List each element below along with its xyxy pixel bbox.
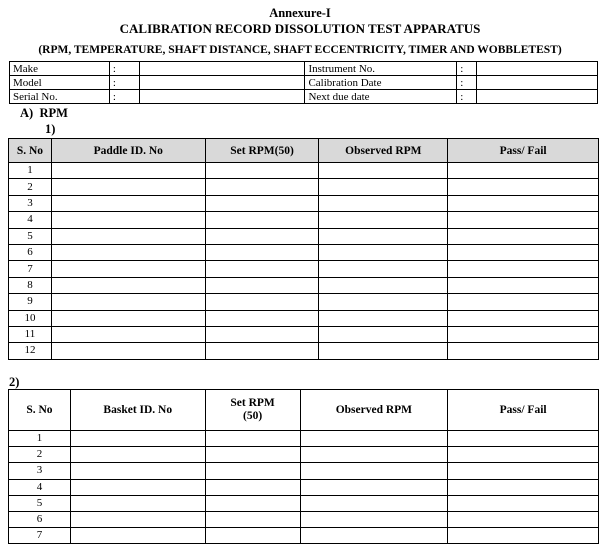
row-set-rpm-cell[interactable] bbox=[205, 511, 300, 527]
row-sno: 6 bbox=[9, 244, 52, 260]
row-set-rpm-cell[interactable] bbox=[205, 326, 319, 342]
row-observed-rpm-cell[interactable] bbox=[300, 511, 448, 527]
row-observed-rpm-cell[interactable] bbox=[319, 163, 448, 179]
row-id-cell[interactable] bbox=[51, 195, 205, 211]
row-pass-fail-cell[interactable] bbox=[448, 212, 599, 228]
row-observed-rpm-cell[interactable] bbox=[319, 343, 448, 359]
table-row bbox=[9, 244, 599, 260]
row-pass-fail-cell[interactable] bbox=[448, 343, 599, 359]
info-row bbox=[10, 76, 598, 90]
row-sno: 3 bbox=[9, 463, 71, 479]
row-id-cell[interactable] bbox=[51, 179, 205, 195]
row-sno: 7 bbox=[9, 528, 71, 544]
row-sno: 4 bbox=[9, 212, 52, 228]
row-set-rpm-cell[interactable] bbox=[205, 261, 319, 277]
row-set-rpm-cell[interactable] bbox=[205, 463, 300, 479]
row-observed-rpm-cell[interactable] bbox=[300, 495, 448, 511]
table2-number: 2) bbox=[9, 375, 20, 389]
colon: : bbox=[457, 90, 477, 104]
row-sno: 12 bbox=[9, 343, 52, 359]
col-header-pass-fail: Pass/ Fail bbox=[448, 139, 599, 163]
row-pass-fail-cell[interactable] bbox=[448, 277, 599, 293]
row-sno: 5 bbox=[9, 228, 52, 244]
next-due-date-value bbox=[477, 90, 598, 104]
table-row bbox=[9, 163, 599, 179]
row-observed-rpm-cell[interactable] bbox=[300, 479, 448, 495]
row-set-rpm-cell[interactable] bbox=[205, 528, 300, 544]
make-label: Make bbox=[10, 62, 110, 76]
row-id-cell[interactable] bbox=[51, 228, 205, 244]
table-row bbox=[9, 179, 599, 195]
col-header-sno: S. No bbox=[9, 390, 71, 431]
row-id-cell[interactable] bbox=[70, 511, 205, 527]
row-pass-fail-cell[interactable] bbox=[448, 195, 599, 211]
col-header-paddle-id: Paddle ID. No bbox=[51, 139, 205, 163]
row-id-cell[interactable] bbox=[70, 463, 205, 479]
table-row bbox=[9, 495, 599, 511]
document-title: CALIBRATION RECORD DISSOLUTION TEST APPARATUS bbox=[119, 21, 481, 36]
section-a-title: RPM bbox=[39, 106, 68, 120]
model-value bbox=[139, 76, 305, 90]
row-observed-rpm-cell[interactable] bbox=[319, 294, 448, 310]
row-id-cell[interactable] bbox=[51, 163, 205, 179]
instrument-no-value bbox=[477, 62, 598, 76]
table-row bbox=[9, 343, 599, 359]
table-row bbox=[9, 310, 599, 326]
row-pass-fail-cell[interactable] bbox=[448, 495, 599, 511]
row-set-rpm-cell[interactable] bbox=[205, 431, 300, 447]
table-row bbox=[9, 326, 599, 342]
table-row bbox=[9, 479, 599, 495]
info-row bbox=[10, 62, 598, 76]
model-label: Model bbox=[10, 76, 110, 90]
row-id-cell[interactable] bbox=[51, 244, 205, 260]
table-row bbox=[9, 261, 599, 277]
row-sno: 1 bbox=[9, 431, 71, 447]
row-pass-fail-cell[interactable] bbox=[448, 261, 599, 277]
col-header-set-rpm: Set RPM(50) bbox=[205, 139, 319, 163]
row-pass-fail-cell[interactable] bbox=[448, 310, 599, 326]
row-set-rpm-cell[interactable] bbox=[205, 179, 319, 195]
row-sno: 10 bbox=[9, 310, 52, 326]
annexure-label: Annexure-I bbox=[269, 6, 331, 20]
row-pass-fail-cell[interactable] bbox=[448, 228, 599, 244]
row-sno: 5 bbox=[9, 495, 71, 511]
table-row bbox=[9, 212, 599, 228]
row-observed-rpm-cell[interactable] bbox=[319, 244, 448, 260]
row-set-rpm-cell[interactable] bbox=[205, 294, 319, 310]
row-id-cell[interactable] bbox=[51, 212, 205, 228]
row-observed-rpm-cell[interactable] bbox=[319, 179, 448, 195]
colon: : bbox=[109, 90, 139, 104]
row-pass-fail-cell[interactable] bbox=[448, 528, 599, 544]
row-id-cell[interactable] bbox=[51, 261, 205, 277]
row-set-rpm-cell[interactable] bbox=[205, 277, 319, 293]
table-row bbox=[9, 195, 599, 211]
table-row bbox=[9, 528, 599, 544]
row-sno: 4 bbox=[9, 479, 71, 495]
row-pass-fail-cell[interactable] bbox=[448, 447, 599, 463]
row-pass-fail-cell[interactable] bbox=[448, 326, 599, 342]
table-row bbox=[9, 463, 599, 479]
col-header-pass-fail: Pass/ Fail bbox=[448, 390, 599, 431]
row-set-rpm-cell[interactable] bbox=[205, 447, 300, 463]
next-due-date-label: Next due date bbox=[305, 90, 457, 104]
row-set-rpm-cell[interactable] bbox=[205, 195, 319, 211]
row-sno: 6 bbox=[9, 511, 71, 527]
section-a-label: A) bbox=[20, 106, 34, 120]
row-observed-rpm-cell[interactable] bbox=[319, 310, 448, 326]
calibration-date-value bbox=[477, 76, 598, 90]
row-observed-rpm-cell[interactable] bbox=[300, 528, 448, 544]
row-pass-fail-cell[interactable] bbox=[448, 431, 599, 447]
colon: : bbox=[457, 62, 477, 76]
table-row bbox=[9, 228, 599, 244]
set-rpm-line1: Set RPM bbox=[230, 397, 275, 409]
row-set-rpm-cell[interactable] bbox=[205, 228, 319, 244]
colon: : bbox=[109, 76, 139, 90]
instrument-info-table bbox=[9, 61, 598, 104]
row-id-cell[interactable] bbox=[70, 431, 205, 447]
make-value bbox=[139, 62, 305, 76]
col-header-observed-rpm: Observed RPM bbox=[300, 390, 448, 431]
row-set-rpm-cell[interactable] bbox=[205, 479, 300, 495]
row-sno: 9 bbox=[9, 294, 52, 310]
section-a-heading bbox=[20, 106, 68, 121]
row-set-rpm-cell[interactable] bbox=[205, 495, 300, 511]
table-row bbox=[9, 447, 599, 463]
row-sno: 2 bbox=[9, 179, 52, 195]
instrument-no-label: Instrument No. bbox=[305, 62, 457, 76]
row-pass-fail-cell[interactable] bbox=[448, 479, 599, 495]
row-id-cell[interactable] bbox=[70, 447, 205, 463]
row-observed-rpm-cell[interactable] bbox=[300, 447, 448, 463]
table1-number: 1) bbox=[45, 122, 56, 136]
row-id-cell[interactable] bbox=[70, 479, 205, 495]
row-set-rpm-cell[interactable] bbox=[205, 212, 319, 228]
table-row bbox=[9, 511, 599, 527]
row-id-cell[interactable] bbox=[70, 495, 205, 511]
row-observed-rpm-cell[interactable] bbox=[319, 212, 448, 228]
table-row bbox=[9, 294, 599, 310]
serial-no-value bbox=[139, 90, 305, 104]
table-row bbox=[9, 431, 599, 447]
row-id-cell[interactable] bbox=[51, 294, 205, 310]
row-pass-fail-cell[interactable] bbox=[448, 294, 599, 310]
row-sno: 3 bbox=[9, 195, 52, 211]
table-header-row bbox=[9, 390, 599, 431]
col-header-set-rpm bbox=[205, 390, 300, 431]
row-observed-rpm-cell[interactable] bbox=[319, 261, 448, 277]
row-sno: 8 bbox=[9, 277, 52, 293]
calibration-date-label: Calibration Date bbox=[305, 76, 457, 90]
row-pass-fail-cell[interactable] bbox=[448, 511, 599, 527]
row-observed-rpm-cell[interactable] bbox=[319, 195, 448, 211]
row-observed-rpm-cell[interactable] bbox=[319, 277, 448, 293]
row-observed-rpm-cell[interactable] bbox=[300, 431, 448, 447]
row-id-cell[interactable] bbox=[51, 326, 205, 342]
table-header-row bbox=[9, 139, 599, 163]
row-id-cell[interactable] bbox=[70, 528, 205, 544]
serial-no-label: Serial No. bbox=[10, 90, 110, 104]
row-pass-fail-cell[interactable] bbox=[448, 244, 599, 260]
row-sno: 1 bbox=[9, 163, 52, 179]
row-id-cell[interactable] bbox=[51, 343, 205, 359]
row-id-cell[interactable] bbox=[51, 310, 205, 326]
paddle-rpm-table bbox=[8, 138, 599, 360]
row-set-rpm-cell[interactable] bbox=[205, 163, 319, 179]
info-row bbox=[10, 90, 598, 104]
row-observed-rpm-cell[interactable] bbox=[300, 463, 448, 479]
row-sno: 7 bbox=[9, 261, 52, 277]
row-pass-fail-cell[interactable] bbox=[448, 179, 599, 195]
row-set-rpm-cell[interactable] bbox=[205, 343, 319, 359]
row-sno: 11 bbox=[9, 326, 52, 342]
set-rpm-line2: (50) bbox=[242, 410, 263, 422]
row-set-rpm-cell[interactable] bbox=[205, 310, 319, 326]
row-sno: 2 bbox=[9, 447, 71, 463]
row-observed-rpm-cell[interactable] bbox=[319, 228, 448, 244]
colon: : bbox=[457, 76, 477, 90]
colon: : bbox=[109, 62, 139, 76]
row-id-cell[interactable] bbox=[51, 277, 205, 293]
col-header-observed-rpm: Observed RPM bbox=[319, 139, 448, 163]
document-subtitle: (RPM, TEMPERATURE, SHAFT DISTANCE, SHAFT ECCENTRICITY, TIMER AND WOBBLETEST) bbox=[38, 44, 562, 56]
table-row bbox=[9, 277, 599, 293]
row-pass-fail-cell[interactable] bbox=[448, 163, 599, 179]
row-set-rpm-cell[interactable] bbox=[205, 244, 319, 260]
col-header-sno: S. No bbox=[9, 139, 52, 163]
col-header-basket-id: Basket ID. No bbox=[70, 390, 205, 431]
row-observed-rpm-cell[interactable] bbox=[319, 326, 448, 342]
row-pass-fail-cell[interactable] bbox=[448, 463, 599, 479]
basket-rpm-table bbox=[8, 389, 599, 544]
